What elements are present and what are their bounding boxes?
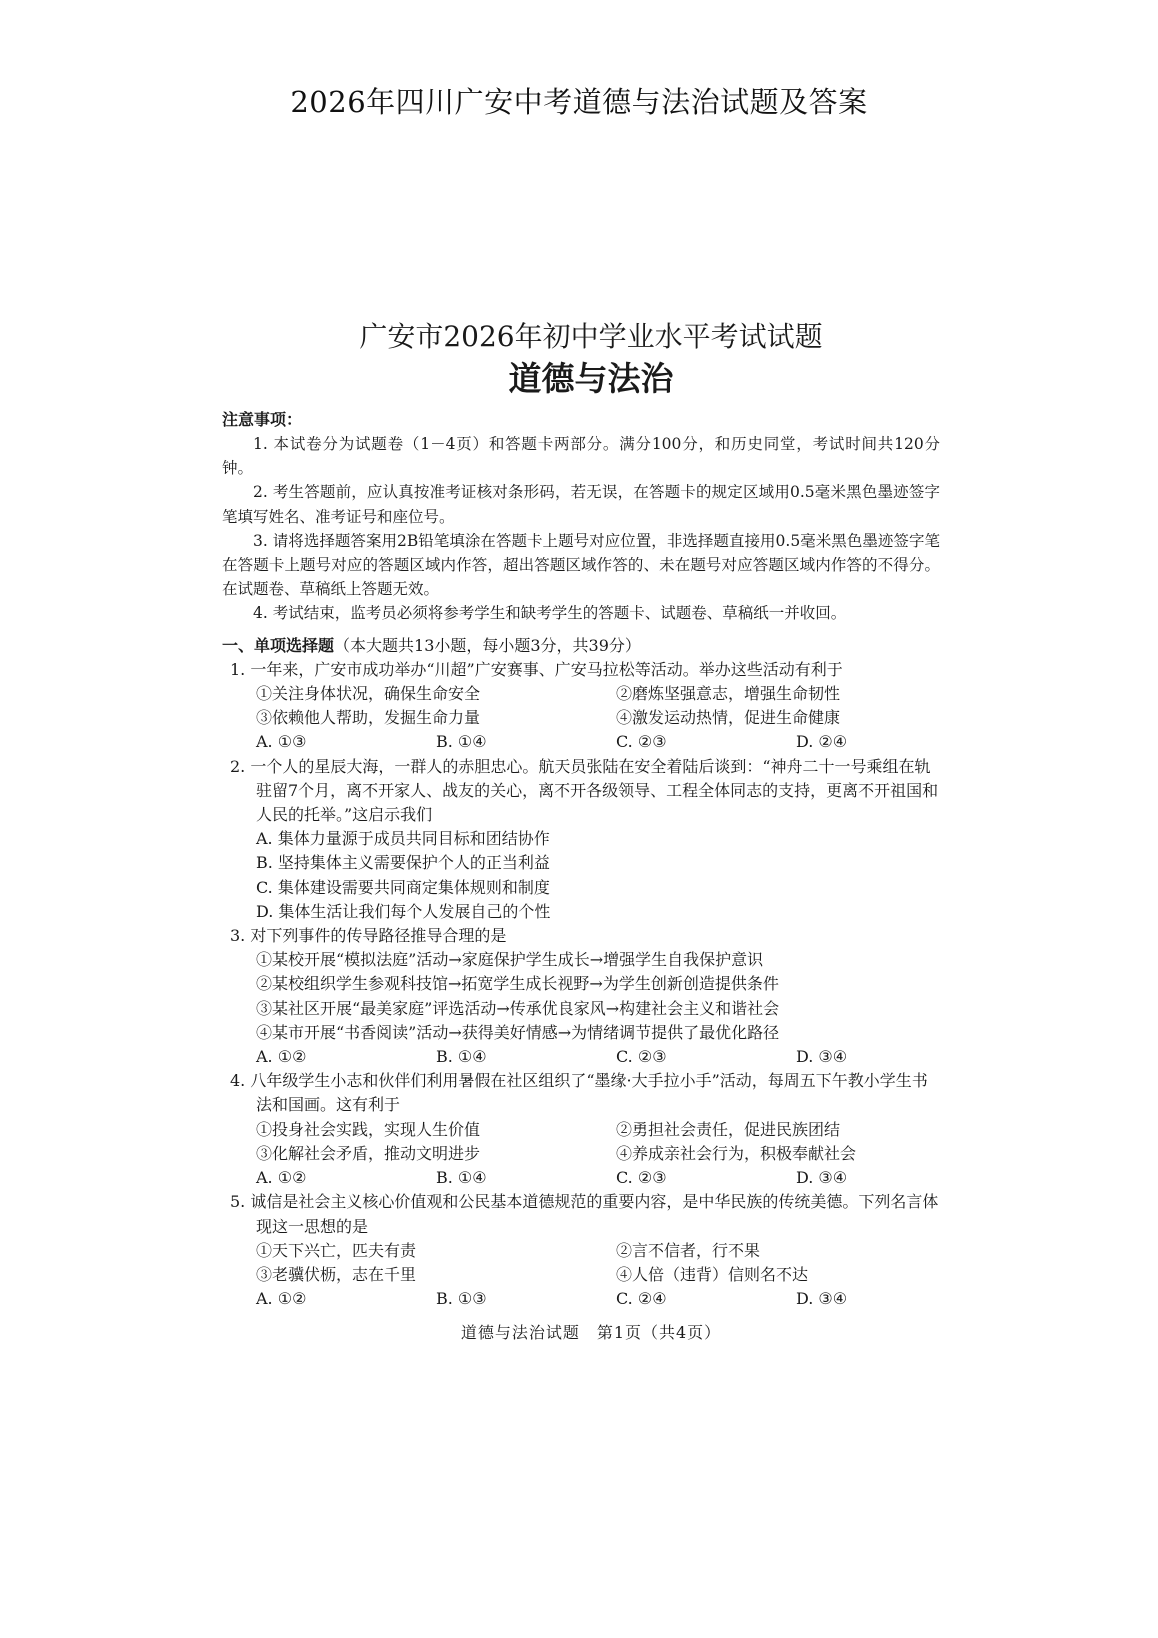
answer-option: A. 集体力量源于成员共同目标和团结协作 [256, 829, 550, 849]
answer-option: C. ②③ [616, 1047, 667, 1067]
statement-item: ②磨炼坚强意志，增强生命韧性 [616, 684, 841, 704]
statement-item: ④激发运动热情，促进生命健康 [616, 708, 841, 728]
notice-heading: 注意事项： [222, 410, 303, 429]
answer-option: A. ①② [256, 1047, 307, 1067]
statement-item: ①天下兴亡，匹夫有责 [256, 1240, 417, 1260]
answer-option: D. ③④ [796, 1047, 848, 1067]
answer-option: C. 集体建设需要共同商定集体规则和制度 [256, 877, 550, 897]
question-5 [222, 1190, 940, 1311]
document-heading: 2026年四川广安中考道德与法治试题及答案 [290, 85, 868, 119]
statement-item: ③老骥伏枥，志在千里 [256, 1264, 417, 1284]
answer-option: B. 坚持集体主义需要保护个人的正当利益 [256, 853, 550, 873]
answer-option: B. ①④ [436, 1168, 487, 1188]
notice-item: 4. 考试结束，监考员必须将参考学生和缺考学生的答题卡、试题卷、草稿纸一并收回。 [253, 604, 847, 623]
question-3 [222, 924, 940, 1069]
page-footer: 道德与法治试题 第1页（共4页） [460, 1323, 722, 1343]
statement-item: ②言不信者，行不果 [616, 1240, 761, 1260]
question-stem: 4. 八年级学生小志和伙伴们利用暑假在社区组织了“墨缘·大手拉小手”活动，每周五下午教小学生书法和国画。这有利于 [230, 1071, 928, 1115]
section-heading [222, 634, 940, 658]
answer-option: C. ②③ [616, 732, 667, 752]
statement-item: ④养成亲社会行为，积极奉献社会 [616, 1143, 857, 1163]
section-title: 一、单项选择题 [222, 635, 335, 655]
statement-item: ①关注身体状况，确保生命安全 [256, 684, 481, 704]
statement-item: ④人倍（违背）信则名不达 [616, 1264, 809, 1284]
answer-option: B. ①④ [436, 1047, 487, 1067]
statement-item: ③某社区开展“最美家庭”评选活动→传承优良家风→构建社会主义和谐社会 [256, 998, 780, 1018]
notice-item: 1. 本试卷分为试题卷（1－4页）和答题卡两部分。满分100分，和历史同堂，考试时间共120分钟。 [222, 435, 940, 478]
answer-option: D. ③④ [796, 1168, 848, 1188]
question-stem: 1. 一年来，广安市成功举办“川超”广安赛事、广安马拉松等活动。举办这些活动有利于 [230, 659, 843, 679]
section-note: （本大题共13小题，每小题3分，共39分） [334, 635, 641, 655]
statement-item: ①某校开展“模拟法庭”活动→家庭保护学生成长→增强学生自我保护意识 [256, 950, 764, 970]
question-2 [222, 755, 940, 924]
answer-option: A. ①③ [256, 732, 307, 752]
answer-option: A. ①② [256, 1289, 307, 1309]
subject-title: 道德与法治 [508, 359, 674, 398]
statement-item: ③依赖他人帮助，发掘生命力量 [256, 708, 481, 728]
statement-item: ②勇担社会责任，促进民族团结 [616, 1119, 841, 1139]
exam-page-scan [222, 318, 940, 1346]
question-1 [222, 658, 940, 755]
statement-item: ②某校组织学生参观科技馆→拓宽学生成长视野→为学生创新创造提供条件 [256, 974, 779, 994]
notice-block [222, 408, 940, 626]
answer-option: D. ③④ [796, 1289, 848, 1309]
question-stem: 2. 一个人的星辰大海，一群人的赤胆忠心。航天员张陆在安全着陆后谈到：“神舟二十一号乘组在轨驻留7个月，离不开家人、战友的关心，离不开各级领导、工程全体同志的支持，更离不开祖国和人民的托举。”这启示我们 [230, 756, 939, 825]
answer-option: B. ①④ [436, 732, 487, 752]
answer-option: A. ①② [256, 1168, 307, 1188]
answer-option: B. ①③ [436, 1289, 487, 1309]
question-stem: 3. 对下列事件的传导路径推导合理的是 [230, 926, 507, 946]
answer-option: D. ②④ [796, 732, 848, 752]
statement-item: ④某市开展“书香阅读”活动→获得美好情感→为情绪调节提供了最优化路径 [256, 1022, 780, 1042]
exam-title: 广安市2026年初中学业水平考试试题 [359, 320, 823, 353]
answer-option: D. 集体生活让我们每个人发展自己的个性 [256, 901, 551, 921]
answer-option: C. ②③ [616, 1168, 667, 1188]
notice-item: 2. 考生答题前，应认真按准考证核对条形码，若无误，在答题卡的规定区域用0.5毫米黑色墨迹签字笔填写姓名、准考证号和座位号。 [222, 483, 940, 526]
notice-item: 3. 请将选择题答案用2B铅笔填涂在答题卡上题号对应位置，非选择题直接用0.5毫米黑色墨迹签字笔在答题卡上题号对应的答题区域内作答，超出答题区域作答的、未在题号对应答题区域内作答的不得分。在试题卷、草稿纸上答题无效。 [222, 531, 940, 599]
question-stem: 5. 诚信是社会主义核心价值观和公民基本道德规范的重要内容，是中华民族的传统美德。下列名言体现这一思想的是 [230, 1192, 939, 1236]
statement-item: ①投身社会实践，实现人生价值 [256, 1119, 481, 1139]
statement-item: ③化解社会矛盾，推动文明进步 [256, 1143, 481, 1163]
answer-option: C. ②④ [616, 1289, 667, 1309]
question-4 [222, 1069, 940, 1190]
